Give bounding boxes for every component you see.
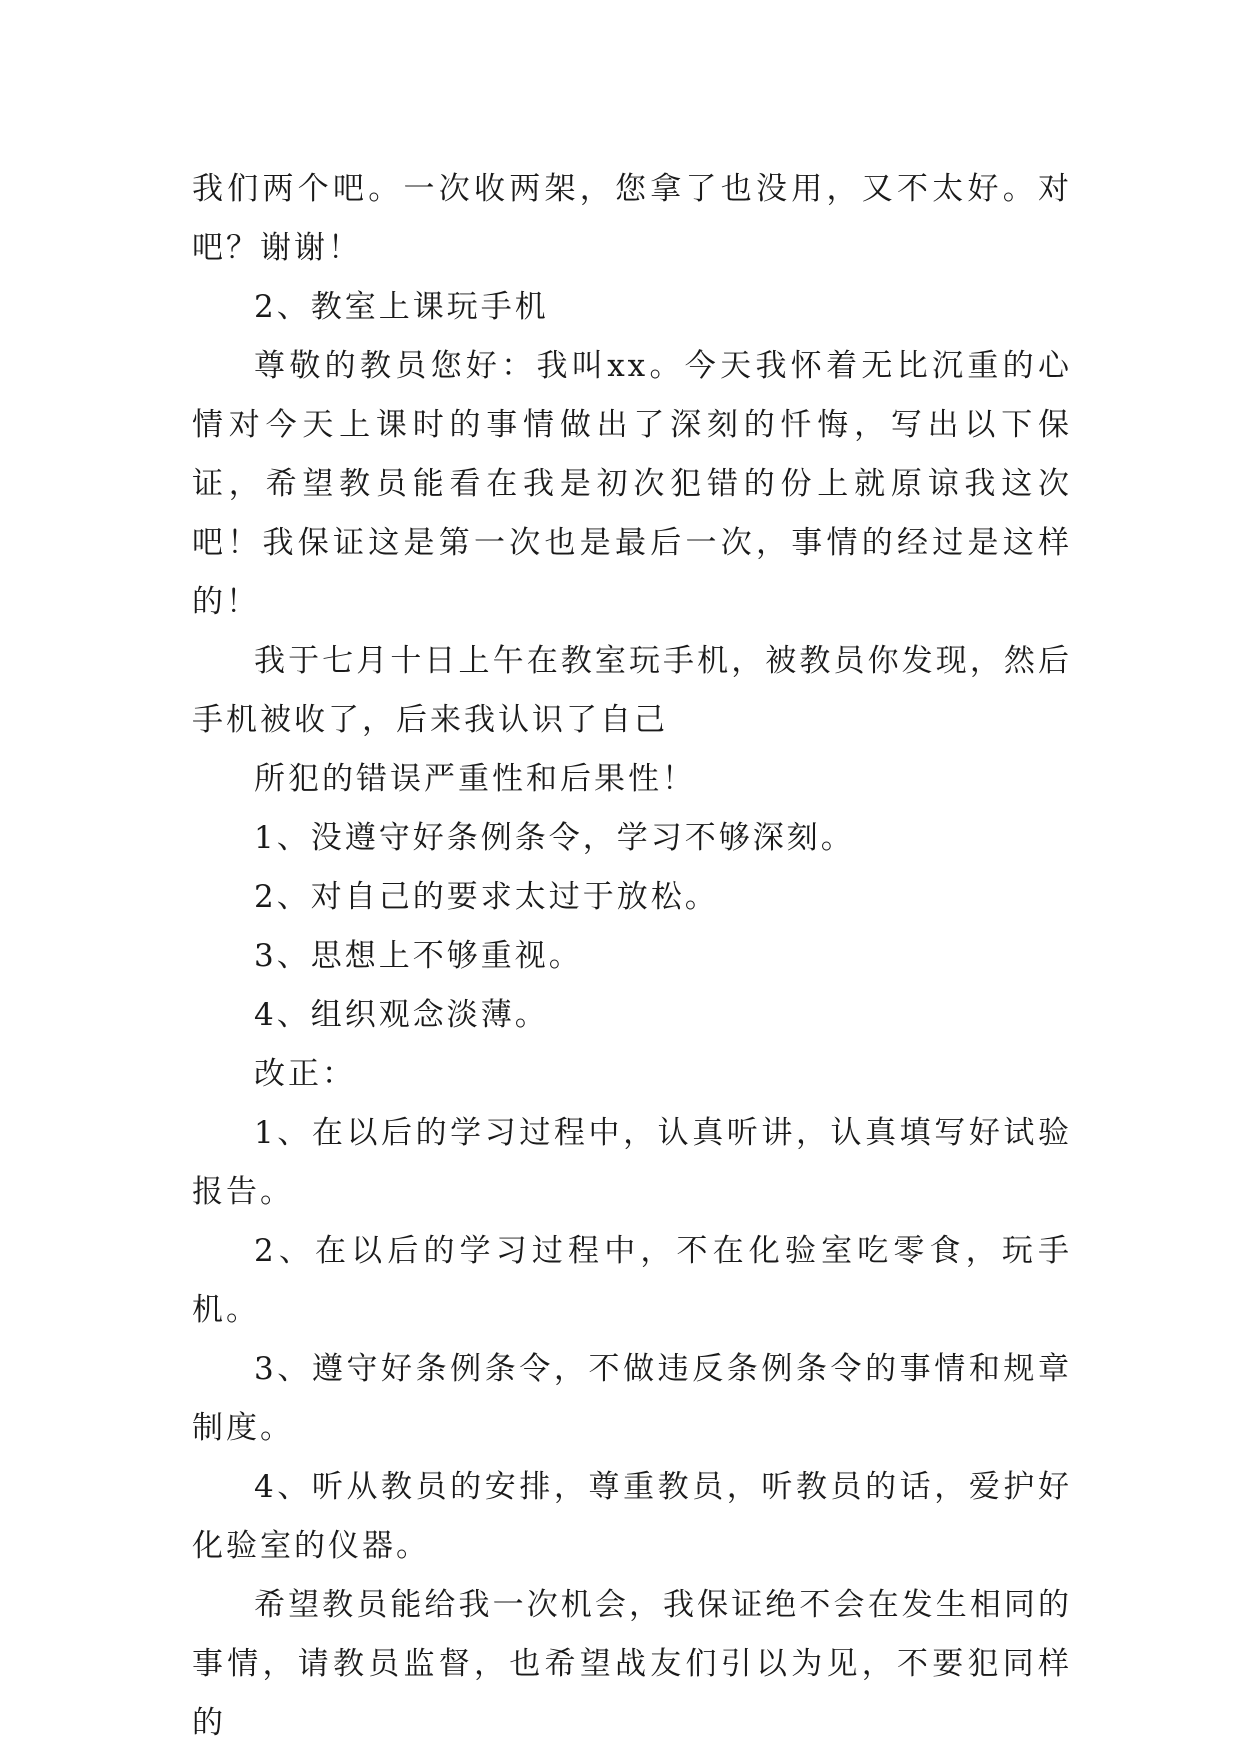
section-heading: 2、教室上课玩手机 [254, 289, 549, 325]
paragraph: 尊敬的教员您好：我叫xx。今天我怀着无比沉重的心情对今天上课时的事情做出了深刻的忏悔，写出以下保证，希望教员能看在我是初次犯错的份上就原谅我这次吧！我保证这是第一次也是最后一次，事情的经过是这样的！ [192, 348, 1072, 620]
list-item: 2、对自己的要求太过于放松。 [254, 879, 719, 915]
paragraph: 我于七月十日上午在教室玩手机，被教员你发现，然后手机被收了，后来我认识了自己 [192, 643, 1072, 738]
list-item: 4、听从教员的安排，尊重教员，听教员的话，爱护好化验室的仪器。 [192, 1469, 1072, 1564]
list-item: 2、在以后的学习过程中，不在化验室吃零食，玩手机。 [192, 1233, 1072, 1328]
list-item: 3、遵守好条例条令，不做违反条例条令的事情和规章制度。 [192, 1351, 1072, 1446]
list-item: 3、思想上不够重视。 [254, 938, 583, 974]
paragraph: 我们两个吧。一次收两架，您拿了也没用，又不太好。对吧？谢谢！ [192, 171, 1072, 266]
list-item: 1、在以后的学习过程中，认真听讲，认真填写好试验报告。 [192, 1115, 1072, 1210]
document-body [192, 160, 1072, 1753]
paragraph: 所犯的错误严重性和后果性！ [254, 761, 696, 797]
list-item: 4、组织观念淡薄。 [254, 997, 549, 1033]
list-item: 1、没遵守好条例条令，学习不够深刻。 [254, 820, 855, 856]
section-label: 改正： [254, 1056, 356, 1092]
paragraph: 希望教员能给我一次机会，我保证绝不会在发生相同的事情，请教员监督，也希望战友们引以为见，不要犯同样的 [192, 1587, 1072, 1741]
